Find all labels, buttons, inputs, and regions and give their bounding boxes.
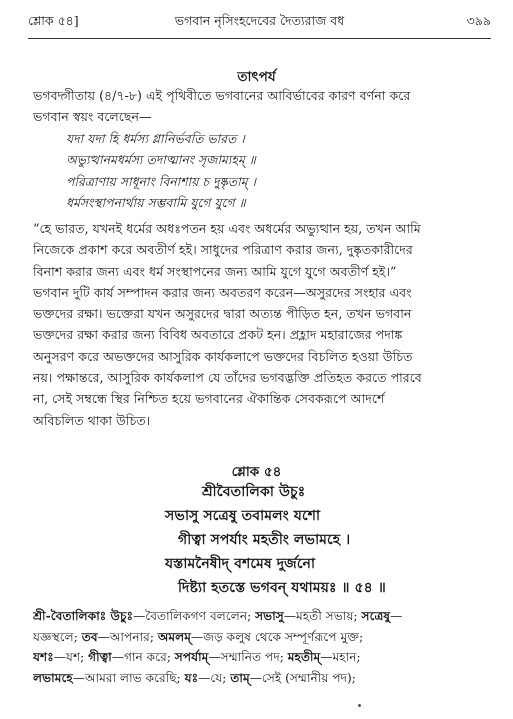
text-line: ভগবান দুটি কার্য সম্পাদন করার জন্য অবতরণ করেন—অসুরদের সংহার এবং bbox=[33, 284, 412, 300]
quote-line: পরিত্রাণায় সাধূনাং বিনাশায় চ দুষ্কৃতাম্ । bbox=[66, 173, 256, 189]
synonym-term: যশঃ bbox=[33, 650, 54, 664]
text-line: বিনাশ করার জন্য এবং ধর্ম সংস্থাপনের জন্য আমি যুগে যুগে অবতীর্ণ হই।” bbox=[33, 263, 397, 279]
synonym-line bbox=[33, 627, 485, 648]
text-line: নিজেকে প্রকাশ করে অবতীর্ণ হই। সাধুদের পরিত্রাণ করার জন্য, দুষ্কৃতকারীদের bbox=[33, 242, 413, 258]
running-title: ভগবান নৃসিংহদেবের দৈত্যরাজ বধ bbox=[174, 13, 345, 28]
verse-line: দিষ্ট্যা হতস্তে ভগবন্ যথাময়ঃ ॥ ৫৪ ॥ bbox=[178, 580, 386, 596]
synonym-line bbox=[33, 606, 485, 627]
page-header bbox=[28, 10, 491, 32]
verse-reference: শ্লোক ৫৪] bbox=[28, 13, 79, 28]
text-line: ভগবদ্গীতায় (৪/৭-৮) এই পৃথিবীতে ভগবানের আবির্ভাবের কারণ বর্ণনা করে bbox=[33, 88, 411, 103]
text-line: না, সেই সম্বন্ধে স্থির নিশ্চিত হয়ে ভগবানের ঐকান্তিক সেবকরূপে আদর্শে bbox=[33, 391, 385, 407]
synonyms bbox=[33, 606, 485, 688]
verse-line: গীত্বা সপর্যাং মহতীং লভামহে । bbox=[178, 532, 351, 548]
synonym-gloss: —সম্মানিত পদ; bbox=[208, 650, 288, 664]
quote-line: অভ্যুত্থানমধর্মস্য তদাত্মানং সৃজাম্যহম্ ॥ bbox=[66, 152, 256, 168]
synonym-line bbox=[33, 647, 485, 668]
synonym-gloss: —আপনার; bbox=[97, 629, 158, 644]
synonym-gloss: —জড় কলুষ থেকে সম্পূর্ণরূপে মুক্ত; bbox=[191, 629, 364, 644]
synonym-term: সত্রেষু bbox=[361, 609, 391, 623]
synonym-gloss: —মহান; bbox=[320, 650, 361, 664]
purport-heading: তাৎপর্য bbox=[237, 69, 276, 85]
header-rule bbox=[28, 38, 491, 39]
verse-line: যস্তামনৈষীদ্ বশমেষ দুর্জনো bbox=[165, 556, 316, 572]
page-number: ৩৯৯ bbox=[466, 13, 491, 28]
synonym-gloss: —সেই (সম্মানীয় পদ); bbox=[249, 670, 356, 685]
quote-line: ধর্মসংস্থাপনার্থায় সম্ভবামি যুগে যুগে ॥ bbox=[66, 194, 246, 210]
synonym-gloss: —বৈতালিকগণ বললেন; bbox=[133, 609, 256, 623]
synonym-term: মহতীম্ bbox=[287, 650, 321, 664]
synonym-term: তাম্ bbox=[230, 670, 250, 685]
verse-heading: শ্লোক ৫৪ bbox=[231, 464, 282, 480]
verse-line: শ্রীবৈতালিকা উচুঃ bbox=[202, 484, 306, 500]
text-line: ভক্তদের রক্ষা। ভক্তেরা যখন অসুরদের দ্বারা অত্যন্ত পীড়িত হন, তখন ভগবান bbox=[33, 306, 412, 322]
verse-line: সভাসু সত্রেষু তবামলং যশো bbox=[165, 508, 321, 524]
synonym-gloss: যজ্ঞস্থলে; bbox=[33, 629, 82, 644]
synonym-gloss: — bbox=[390, 609, 403, 623]
synonym-term: শ্রী-বৈতালিকাঃ উচুঃ bbox=[33, 609, 134, 623]
synonym-gloss: —গান করে; bbox=[111, 650, 175, 664]
purport-intro bbox=[33, 85, 485, 128]
synonym-gloss: —যশ; bbox=[53, 650, 89, 664]
sanskrit-verse bbox=[0, 480, 513, 600]
gita-quote bbox=[66, 128, 473, 213]
text-line: অবিচলিত থাকা উচিত। bbox=[33, 412, 151, 428]
synonym-term: যঃ bbox=[184, 670, 199, 685]
text-line: ভগবান স্বয়ং বলেছেন— bbox=[33, 109, 152, 125]
synonym-term: গীত্বা bbox=[88, 650, 112, 664]
text-line: অনুসরণ করে অভক্তদের আসুরিক কার্যকলাপে ভক্তদের বিচলিত হওয়া উচিত bbox=[33, 348, 413, 364]
synonym-gloss: —মহতী সভায়; bbox=[283, 609, 362, 623]
synonym-term: অমলম্ bbox=[157, 629, 191, 644]
synonym-line bbox=[33, 668, 485, 689]
text-line: ভক্তদের রক্ষা করার জন্য বিবিধ অবতারে প্রকট হন। প্রহ্লাদ মহারাজের পদাঙ্ক bbox=[33, 327, 403, 343]
synonym-term: সভাসু bbox=[255, 609, 284, 623]
synonym-term: লভামহে bbox=[33, 670, 73, 685]
purport-body bbox=[33, 218, 485, 431]
text-line: “হে ভারত, যখনই ধর্মের অধঃপতন হয় এবং অধর্মের অভ্যুত্থান হয়, তখন আমি bbox=[33, 221, 421, 236]
text-line: নয়। পক্ষান্তরে, আসুরিক কার্যকলাপ যে তাঁদের ভগবদ্ভক্তি প্রতিহত করতে পারবে bbox=[33, 370, 422, 386]
synonym-gloss: —আমরা লাভ করেছি; bbox=[72, 670, 185, 685]
synonym-term: তব bbox=[81, 629, 98, 644]
quote-line: যদা যদা হি ধর্মস্য গ্লানির্ভবতি ভারত । bbox=[66, 131, 245, 146]
synonym-term: সপর্যাম্ bbox=[174, 650, 209, 664]
print-speck bbox=[358, 704, 361, 707]
synonym-gloss: —যে; bbox=[198, 670, 231, 685]
